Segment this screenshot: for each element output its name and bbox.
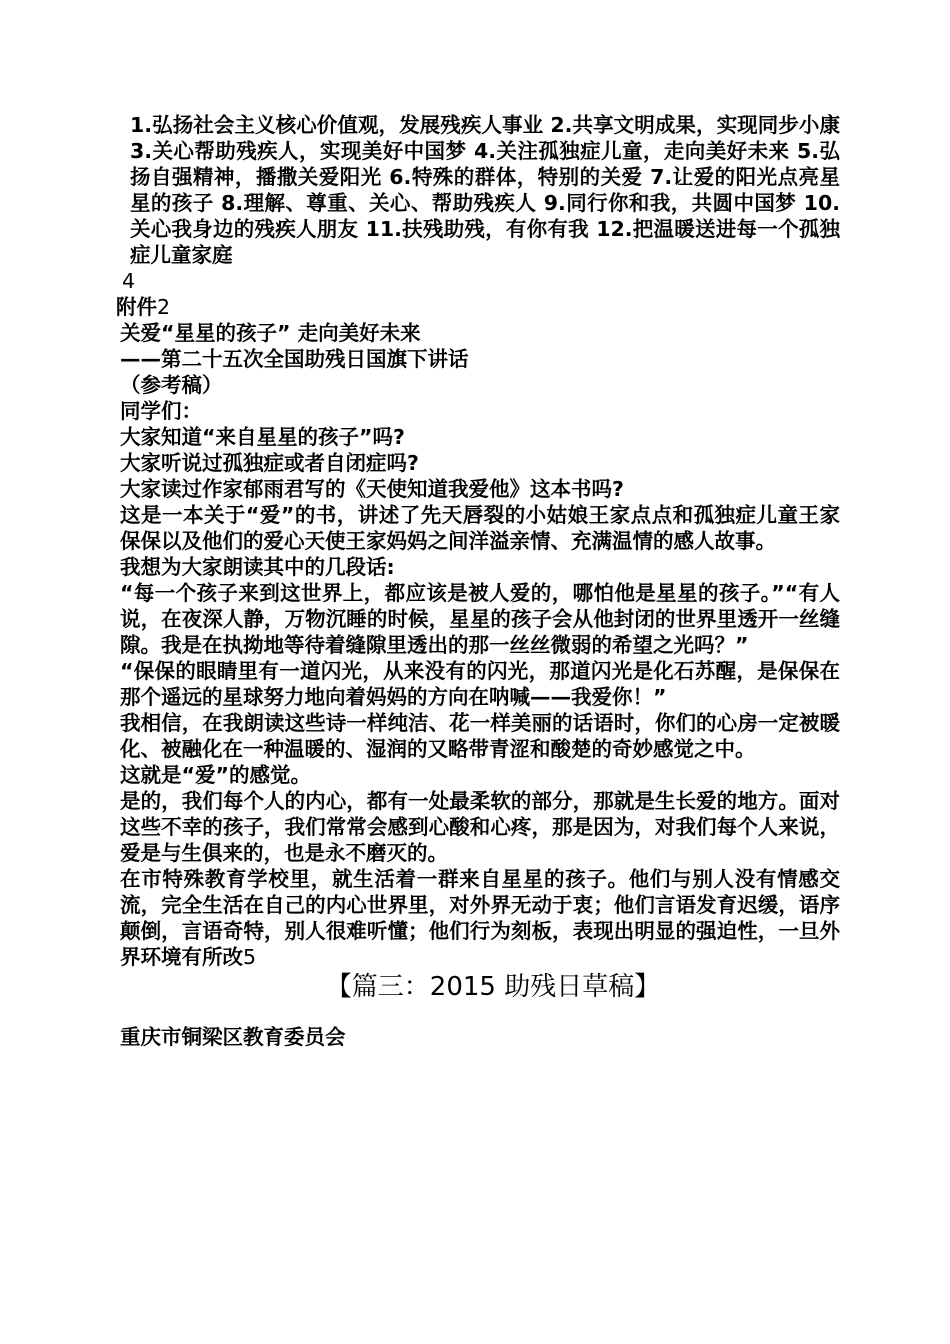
speech-title: 关爱“星星的孩子” 走向美好未来 (120, 321, 421, 345)
paragraph-4: “保保的眼睛里有一道闪光，从来没有的闪光，那道闪光是化石苏醒，是保保在那个遥远的星球努力地向着妈妈的方向在呐喊——我爱你！” (120, 659, 840, 709)
paragraph-3: “每一个孩子来到这世界上，都应该是被人爱的，哪怕他是星星的孩子。”“有人说，在夜深人静，万物沉睡的时候，星星的孩子会从他封闭的世界里透开一丝缝隙。我是在执拗地等待着缝隙里透出的那一丝丝微弱的希望之光吗？” (120, 581, 840, 657)
speech-subtitle: ——第二十五次全国助残日国旗下讲话 (120, 347, 469, 371)
paragraph-1: 这是一本关于“爱”的书，讲述了先天唇裂的小姑娘王家点点和孤独症儿童王家保保以及他们的爱心天使王家妈妈之间洋溢亲情、充满温情的感人故事。 (120, 503, 840, 553)
paragraph-5: 我相信，在我朗读这些诗一样纯洁、花一样美丽的话语时，你们的心房一定被暖化、被融化在一种温暖的、湿润的又略带青涩和酸楚的奇妙感觉之中。 (120, 711, 840, 761)
greeting: 同学们： (120, 399, 202, 423)
section-heading: 【篇三：2015 助残日草稿】 (325, 972, 661, 1002)
slogan-list: 1.弘扬社会主义核心价值观，发展残疾人事业 2.共享文明成果，实现同步小康 3.关心帮助残疾人，实现美好中国梦 4.关注孤独症儿童，走向美好未来 5.弘扬自强精神，播撒关爱阳光 6.特殊的群体，特别的关爱 7.让爱的阳光点亮星星的孩子 8.理解、尊重、关心、帮助残疾人 9.同行你和我，共圆中国梦 10.关心我身边的残疾人朋友 11.扶残助残，有你有我 12.把温暖送进每一个孤独症儿童家庭 (130, 113, 840, 267)
question-1: 大家知道“来自星星的孩子”吗? (120, 425, 405, 449)
paragraph-6: 这就是“爱”的感觉。 (120, 763, 311, 787)
draft-note: （参考稿） (120, 373, 223, 397)
attachment-label-text: 附件 (116, 295, 157, 319)
paragraph-2: 我想为大家朗读其中的几段话: (120, 555, 395, 579)
attachment-label (116, 294, 840, 320)
organization-name: 重庆市铜梁区教育委员会 (120, 1025, 346, 1049)
document-page (116, 112, 840, 1050)
paragraph-8-text: 在市特殊教育学校里，就生活着一群来自星星的孩子。他们与别人没有情感交流，完全生活在自己的内心世界里，对外界无动于衷；他们言语发育迟缓，语序颠倒，言语奇特，别人很难听懂；他们行为刻板，表现出明显的强迫性，一旦外界环境有所改 (120, 867, 840, 969)
page-number: 4 (122, 269, 136, 293)
page-number-2: 5 (243, 945, 257, 969)
paragraph-7: 是的，我们每个人的内心，都有一处最柔软的部分，那就是生长爱的地方。面对这些不幸的孩子，我们常常会感到心酸和心疼，那是因为，对我们每个人来说，爱是与生俱来的，也是永不磨灭的。 (120, 789, 840, 865)
paragraph-8 (116, 866, 840, 970)
attachment-number: 2 (157, 295, 171, 319)
question-3: 大家读过作家郁雨君写的《天使知道我爱他》这本书吗? (120, 477, 624, 501)
question-2: 大家听说过孤独症或者自闭症吗? (120, 451, 419, 475)
